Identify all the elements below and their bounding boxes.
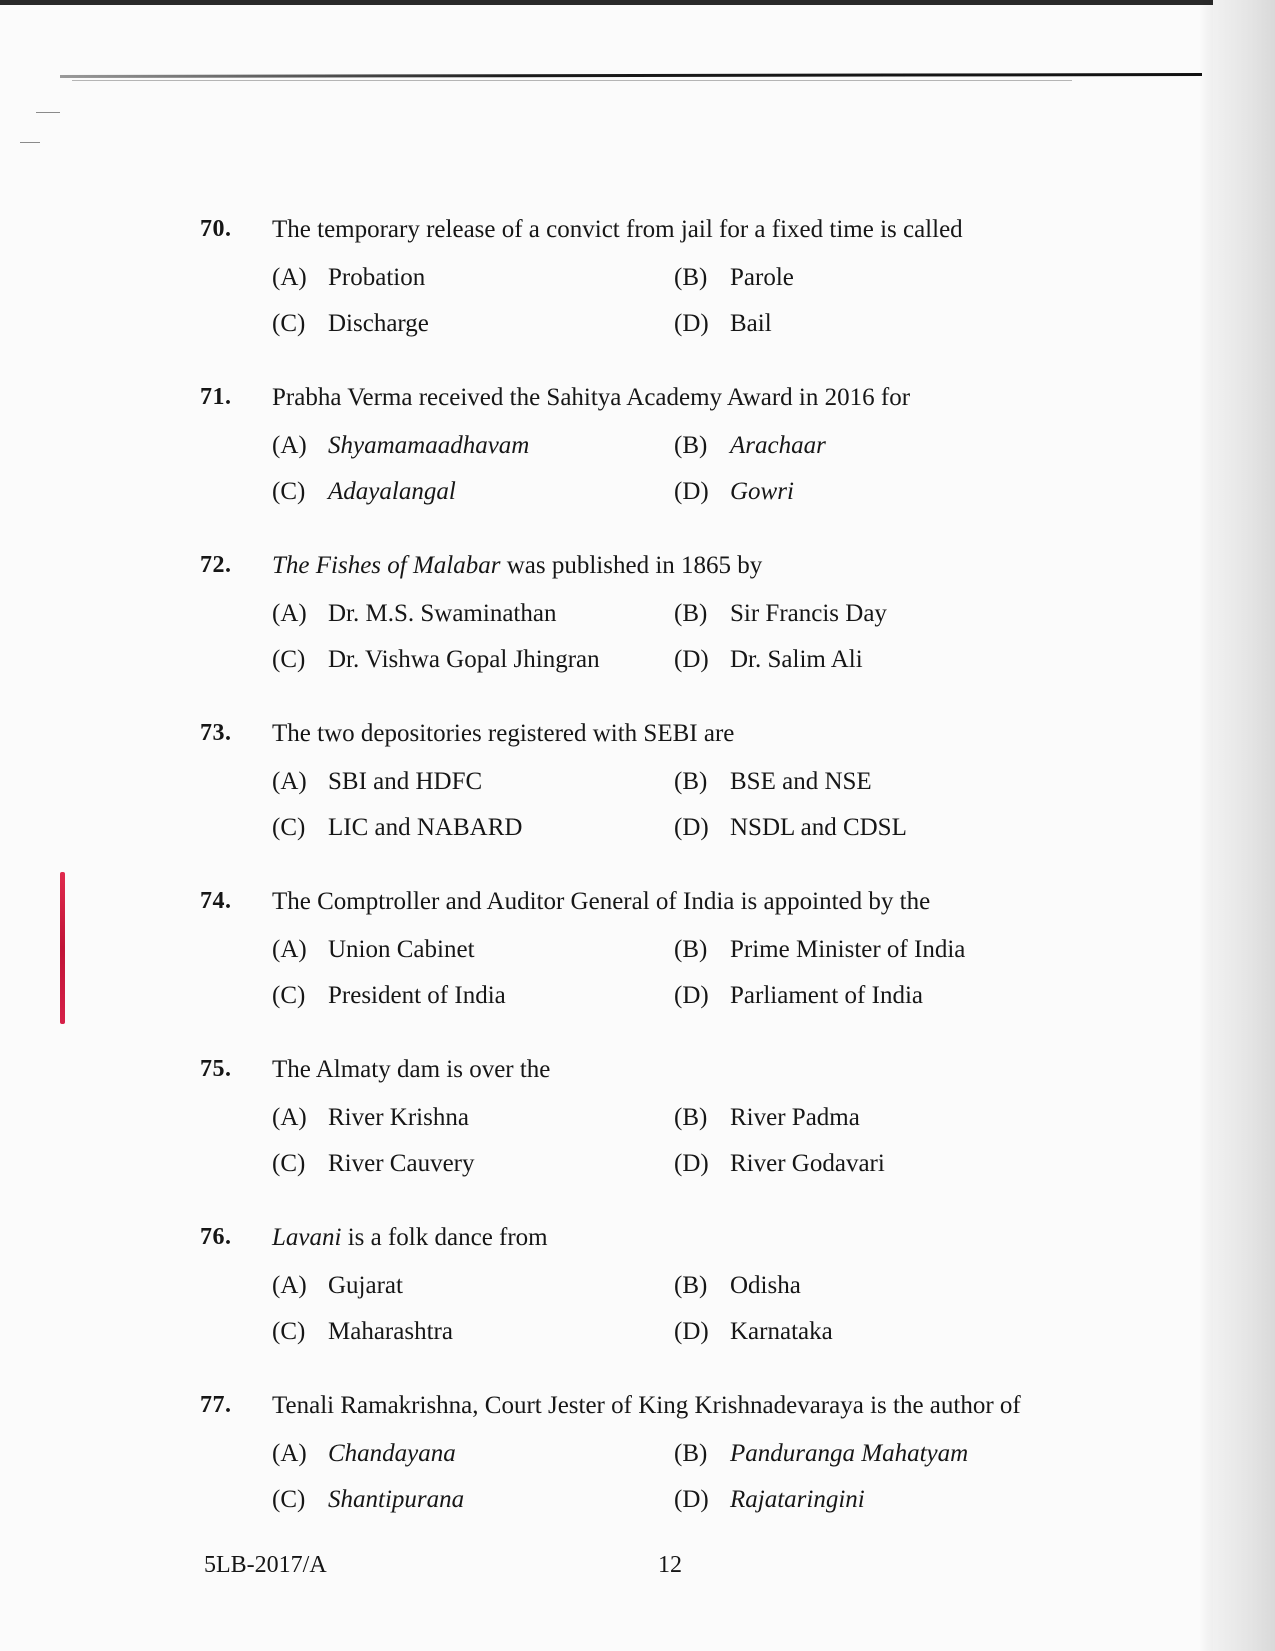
question-text: The temporary release of a convict from jail for a fixed time is called (272, 216, 963, 243)
scan-page-fold-shadow (1199, 0, 1213, 1651)
option-text: Shantipurana (328, 1486, 465, 1513)
option-label: (B) (674, 936, 708, 963)
option-d (674, 1318, 833, 1346)
question-text: The Comptroller and Auditor General of India is appointed by the (272, 888, 931, 915)
option-text: River Padma (730, 1104, 860, 1131)
option-label: (C) (272, 1486, 306, 1513)
option-label: (D) (674, 1486, 709, 1513)
option-d (674, 1486, 865, 1514)
question-number: 72. (200, 552, 232, 578)
option-label: (A) (272, 936, 307, 963)
option-text: Parole (730, 264, 794, 291)
option-text: River Krishna (328, 1104, 469, 1131)
question-number: 74. (200, 888, 232, 914)
question-number: 71. (200, 384, 232, 410)
option-label: (A) (272, 432, 307, 459)
option-text: Sir Francis Day (730, 600, 887, 627)
option-c (272, 646, 600, 674)
page-number: 12 (658, 1552, 682, 1578)
option-label: (A) (272, 264, 307, 291)
option-text: Union Cabinet (328, 936, 475, 963)
option-d (674, 478, 794, 506)
option-d (674, 646, 863, 674)
question-number: 75. (200, 1056, 232, 1082)
option-c (272, 1150, 474, 1178)
option-text: Dr. Vishwa Gopal Jhingran (328, 646, 600, 673)
option-label: (D) (674, 1150, 709, 1177)
option-a (272, 600, 556, 628)
option-label: (C) (272, 478, 306, 505)
option-c (272, 310, 429, 338)
option-c (272, 1486, 464, 1514)
option-c (272, 1318, 453, 1346)
scan-top-edge (0, 0, 1275, 5)
option-label: (A) (272, 1440, 307, 1467)
option-text: Rajataringini (730, 1486, 865, 1513)
option-a (272, 936, 475, 964)
question-number: 77. (200, 1392, 232, 1418)
question-text-rest: is a folk dance from (341, 1224, 548, 1251)
option-text: Odisha (730, 1272, 801, 1299)
option-b (674, 600, 887, 628)
option-text: Parliament of India (730, 982, 923, 1009)
option-text: Arachaar (730, 432, 826, 459)
option-b (674, 936, 965, 964)
option-b (674, 432, 826, 460)
option-label: (B) (674, 1104, 708, 1131)
option-label: (C) (272, 646, 306, 673)
option-label: (C) (272, 1318, 306, 1345)
question-number: 70. (200, 216, 232, 242)
option-c (272, 478, 456, 506)
option-label: (C) (272, 1150, 306, 1177)
option-text: Karnataka (730, 1318, 833, 1345)
option-d (674, 310, 772, 338)
option-text: Adayalangal (328, 478, 456, 505)
booklet-code: 5LB-2017/A (204, 1552, 327, 1578)
option-text: Gujarat (328, 1272, 403, 1299)
option-text: Dr. M.S. Swaminathan (328, 600, 557, 627)
question-text: Tenali Ramakrishna, Court Jester of King Krishnadevaraya is the author of (272, 1392, 1021, 1419)
margin-mark-2 (20, 142, 40, 143)
option-label: (D) (674, 310, 709, 337)
question-text-rest: was published in 1865 by (500, 552, 763, 579)
scan-right-edge (1213, 0, 1275, 1651)
option-b (674, 264, 794, 292)
option-label: (C) (272, 310, 306, 337)
option-b (674, 768, 872, 796)
option-b (674, 1104, 860, 1132)
option-text: Dr. Salim Ali (730, 646, 863, 673)
option-label: (B) (674, 600, 708, 627)
option-label: (C) (272, 814, 306, 841)
option-text: River Godavari (730, 1150, 885, 1177)
option-label: (B) (674, 1440, 708, 1467)
option-label: (D) (674, 814, 709, 841)
question-number: 76. (200, 1224, 232, 1250)
option-label: (D) (674, 646, 709, 673)
option-text: BSE and NSE (730, 768, 872, 795)
option-d (674, 814, 907, 842)
option-text: LIC and NABARD (328, 814, 523, 841)
dance-name: Lavani (272, 1224, 342, 1251)
option-text: NSDL and CDSL (730, 814, 907, 841)
option-text: SBI and HDFC (328, 768, 483, 795)
option-text: Discharge (328, 310, 429, 337)
option-label: (A) (272, 768, 307, 795)
option-text: Prime Minister of India (730, 936, 966, 963)
option-a (272, 1440, 456, 1468)
question-text: The two depositories registered with SEBI are (272, 720, 735, 747)
header-rule-thin (72, 80, 1072, 81)
question-number: 73. (200, 720, 232, 746)
option-label: (B) (674, 432, 708, 459)
option-a (272, 1272, 403, 1300)
question-text: The Almaty dam is over the (272, 1056, 551, 1083)
option-text: Probation (328, 264, 426, 291)
option-a (272, 264, 425, 292)
option-text: Bail (730, 310, 772, 337)
option-label: (D) (674, 478, 709, 505)
option-label: (A) (272, 1272, 307, 1299)
option-label: (A) (272, 1104, 307, 1131)
option-a (272, 432, 529, 460)
option-a (272, 1104, 469, 1132)
option-text: Chandayana (328, 1440, 456, 1467)
option-label: (B) (674, 264, 708, 291)
header-rule (60, 73, 1202, 78)
option-b (674, 1272, 801, 1300)
option-a (272, 768, 482, 796)
option-label: (A) (272, 600, 307, 627)
option-b (674, 1440, 968, 1468)
option-label: (D) (674, 1318, 709, 1345)
option-d (674, 1150, 885, 1178)
option-label: (B) (674, 1272, 708, 1299)
option-text: Shyamamaadhavam (328, 432, 530, 459)
question-text: Prabha Verma received the Sahitya Academy Award in 2016 for (272, 384, 911, 411)
option-text: Gowri (730, 478, 794, 505)
margin-mark-1 (36, 112, 60, 113)
option-text: President of India (328, 982, 506, 1009)
option-label: (B) (674, 768, 708, 795)
question-text (272, 1224, 548, 1252)
option-label: (C) (272, 982, 306, 1009)
option-label: (D) (674, 982, 709, 1009)
option-c (272, 982, 506, 1010)
red-binding-mark (60, 872, 65, 1024)
option-text: Maharashtra (328, 1318, 453, 1345)
book-title: The Fishes of Malabar (272, 552, 501, 579)
option-d (674, 982, 923, 1010)
question-text (272, 552, 762, 580)
option-text: River Cauvery (328, 1150, 475, 1177)
option-text: Panduranga Mahatyam (730, 1440, 969, 1467)
option-c (272, 814, 522, 842)
